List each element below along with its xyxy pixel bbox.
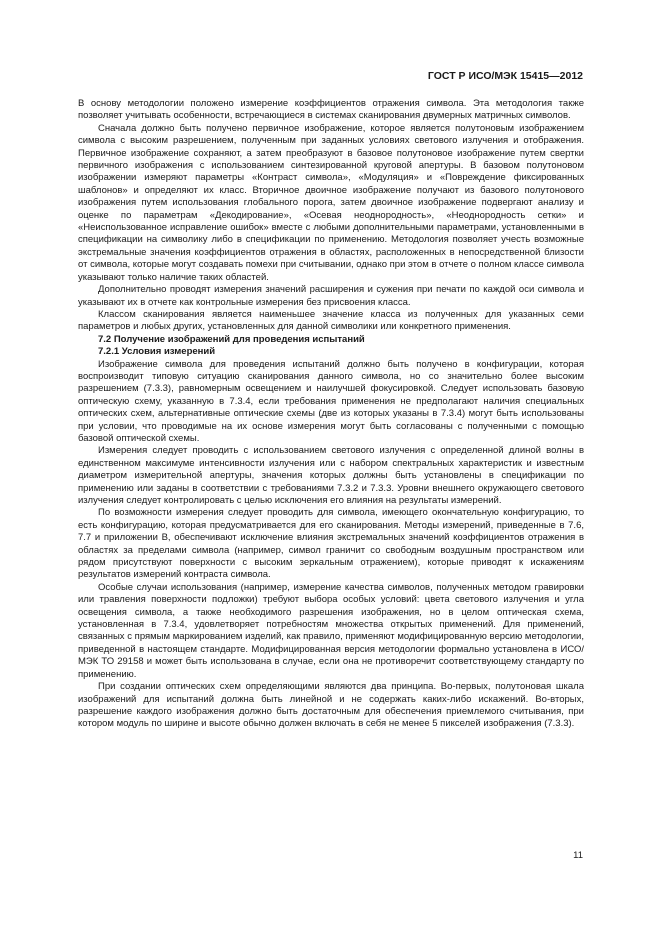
paragraph: Особые случаи использования (например, измерение качества символов, полученных методом гравировки или травления поверхности подложки) требуют выбора особых условий: цвета светового излучения и угла освещения символа, а также необходимого разрешения изображения, но в целом оптическая схема, установленная в 7.3.4, удовлетворяет потребностям множества открытых применений. Для применений, связанных с прямым маркированием изделий, как правило, применяют модифицированную версию методологии, приведенной в настоящем стандарте. Модифицированная версия методологии формально установлена в ИСО/МЭК ТО 29158 и может быть использована в случае, если она не противоречит соответствующему стандарту по применению. [78, 581, 584, 680]
paragraph: Дополнительно проводят измерения значений расширения и сужения при печати по каждой оси символа и указывают их в отчете как контрольные измерения без присвоения класса. [78, 284, 584, 308]
paragraph: Измерения следует проводить с использованием светового излучения с определенной длиной волны в единственном максимуме интенсивности излучения или с набором спектральных характеристик и известным диаметром измерительной апертуры, значения которых должны быть установлены в спецификации по применению или заданы в соответствии с требованиями 7.3.2 и 7.3.3. Уровни внешнего окружающего светового излучения следует контролировать с целью исключения его влияния на результаты измерений. [78, 445, 584, 506]
paragraph: Сначала должно быть получено первичное изображение, которое является полутоновым изображением символа с высоким разрешением, полученным при заданных условиях светового излучения и отображения. Первичное изображение сохраняют, а затем преобразуют в базовое полутоновое изображение путем свертки первичного изображения с использованием синтезированной круговой апертуры. В базовом полутоновом изображении измеряют параметры «Контраст символа», «Модуляция» и «Повреждение фиксированных шаблонов» и определяют их класс. Вторичное двоичное изображение получают из базового полутонового изображения путем использования глобального порога, затем двоичное изображение подвергают анализу и оценке по параметрам «Декодирование», «Осевая неоднородность», «Неоднородность сетки» и «Неиспользованное исправление ошибок» вместе с любыми дополнительными параметрами, установленными в спецификации на символику либо в спецификации по применению. Методология позволяет учесть возможные экстремальные значения коэффициентов отражения в областях, расположенных в непосредственной близости от символа, которые могут создавать помехи при считывании, однако при этом в отчете о полном классе символа указывают только наличие таких областей. [78, 122, 584, 283]
paragraph: Классом сканирования является наименьшее значение класса из полученных для указанных семи параметров и любых других, установленных для данной символики или конкретного применения. [78, 308, 584, 333]
paragraph: В основу методологии положено измерение коэффициентов отражения символа. Эта методология также позволяет учитывать особенности, встречающиеся в системах сканирования двумерных матричных символов. [78, 98, 584, 122]
subsection-heading: 7.2.1 Условия измерений [98, 346, 216, 358]
standard-title: ГОСТ Р ИСО/МЭК 15415—2012 [427, 70, 583, 82]
paragraph: По возможности измерения следует проводить для символа, имеющего окончательную конфигурацию, то есть конфигурацию, которая предусматривается для его сканирования. Методы измерений, приведенные в 7.6, 7.7 и приложении В, обеспечивают исключение влияния экстремальных значений коэффициентов отражения в областях за пределами символа (например, символ граничит со свободным воздушным пространством или рядом присутствуют поверхности с высоким зеркальным отражением), которые приводят к искажениям результатов измерений контраста символа. [78, 507, 584, 581]
page-number: 11 [573, 850, 583, 861]
paragraph: Изображение символа для проведения испытаний должно быть получено в конфигурации, которая воспроизводит типовую ситуацию сканирования данного символа, но со значительно более высоким разрешением (7.3.3), равномерным освещением и наилучшей фокусировкой. Следует использовать базовую оптическую схему, указанную в 7.3.4, если требования применения не предполагают наличия специальных оптических схем, альтернативные оптические схемы (две из которых указаны в 7.3.4) могут быть использованы при условии, что проводимые на их основе измерения могут быть согласованы с полученными с помощью базовой оптической схемы. [78, 358, 584, 444]
document-body [78, 98, 584, 731]
paragraph: При создании оптических схем определяющими являются два принципа. Во-первых, полутоновая шкала изображений для испытаний должна быть линейной и не содержать каких-либо искажений. Во-вторых, разрешение каждого изображения должно быть достаточным для обеспечения приемлемого считывания, при котором модуль по ширине и высоте обычно должен включать в себя не менее 5 пикселей изображения (7.3.3). [78, 681, 584, 730]
section-heading: 7.2 Получение изображений для проведения испытаний [98, 333, 365, 345]
